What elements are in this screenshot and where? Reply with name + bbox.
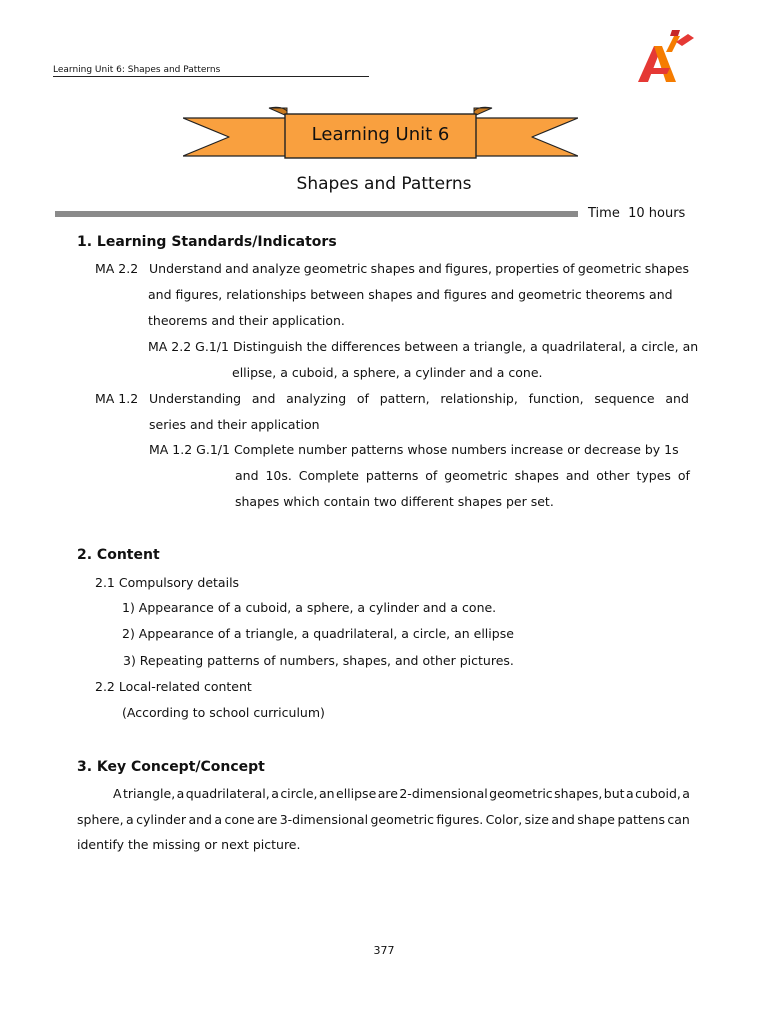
subsection-note: (According to school curriculum) (122, 705, 325, 720)
time-label: Time (588, 206, 620, 221)
list-item: 3) Repeating patterns of numbers, shapes, and other pictures. (123, 653, 514, 668)
indicator-text-line: shapes which contain two different shapes per set. (235, 494, 554, 509)
indicator-line (148, 339, 698, 354)
standard-text-line: Understand and analyze geometric shapes and figures, properties of geometric shapes (149, 261, 689, 276)
time-allotment (588, 206, 685, 221)
page-number: 377 (373, 944, 395, 957)
section-3-heading: 3. Key Concept/Concept (77, 759, 265, 775)
running-header: Learning Unit 6: Shapes and Patterns (53, 65, 221, 75)
paragraph-line: sphere, a cylinder and a cone are 3-dimensional geometric figures. Color, size and shape pattens can (77, 812, 690, 827)
indicator-text-line: ellipse, a cuboid, a sphere, a cylinder and a cone. (232, 365, 543, 380)
standard-code: MA 1.2 (95, 391, 139, 406)
standard-code: MA 2.2 (95, 261, 139, 276)
header-rule (53, 76, 369, 77)
paragraph-line: identify the missing or next picture. (77, 837, 301, 852)
page-subtitle: Shapes and Patterns (296, 174, 472, 194)
standard-text-line: Understanding and analyzing of pattern, relationship, function, sequence and (149, 391, 689, 406)
paragraph-line: A triangle, a quadrilateral, a circle, an ellipse are 2-dimensional geometric shapes, but a cuboid, a (113, 786, 690, 801)
standard-text-line: series and their application (149, 417, 320, 432)
standard-text-line: and figures, relationships between shapes and figures and geometric theorems and (148, 287, 673, 302)
section-1-heading: 1. Learning Standards/Indicators (77, 234, 337, 250)
indicator-text-line: and 10s. Complete patterns of geometric shapes and other types of (235, 468, 690, 483)
subsection-heading: 2.2 Local-related content (95, 679, 252, 694)
indicator-text: Complete number patterns whose numbers increase or decrease by 1s (233, 442, 679, 457)
standard-text-line: theorems and their application. (148, 313, 345, 328)
indicator-code: MA 2.2 G.1/1 (148, 339, 229, 354)
subsection-heading: 2.1 Compulsory details (95, 575, 240, 590)
section-2-heading: 2. Content (77, 547, 160, 563)
indicator-text: Distinguish the differences between a triangle, a quadrilateral, a circle, an (232, 339, 699, 354)
list-item: 1) Appearance of a cuboid, a sphere, a cylinder and a cone. (122, 600, 497, 615)
list-item: 2) Appearance of a triangle, a quadrilateral, a circle, an ellipse (122, 626, 514, 641)
time-value: 10 hours (628, 206, 686, 221)
banner-title: Learning Unit 6 (311, 124, 450, 145)
publisher-logo (636, 28, 696, 86)
indicator-code: MA 1.2 G.1/1 (149, 442, 230, 457)
indicator-line (149, 442, 679, 457)
gray-divider (55, 211, 578, 217)
